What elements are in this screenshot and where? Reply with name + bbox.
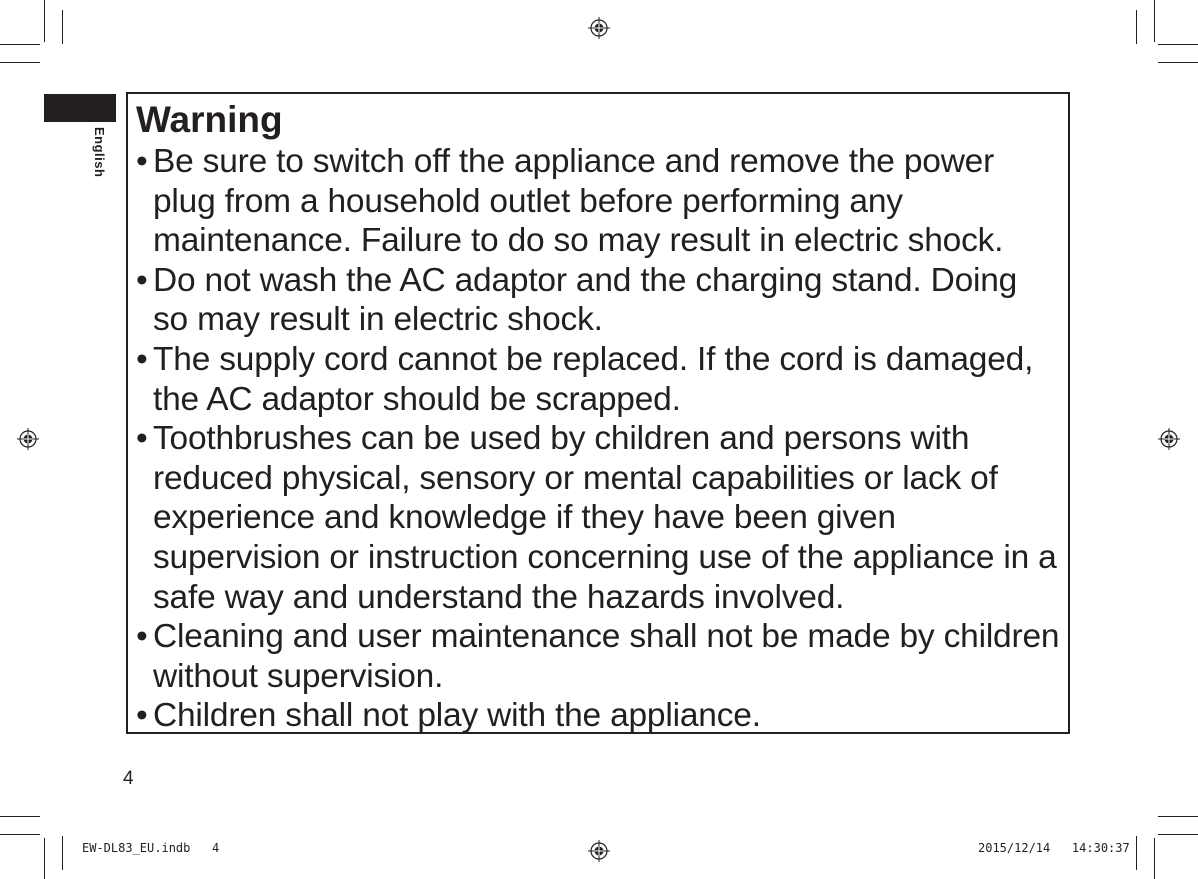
bullet: • [136, 340, 148, 378]
bullet: • [136, 618, 148, 656]
crop-mark [1158, 816, 1198, 817]
warning-item-text: Do not wash the AC adaptor and the charging stand. Doing so may result in electric shock. [153, 261, 1018, 339]
language-label: English [92, 127, 107, 178]
warning-box [126, 92, 1070, 734]
crop-mark [0, 62, 40, 63]
warning-item-text: Toothbrushes can be used by children and persons with reduced physical, sensory or mental capabilities or lack of experience and knowledge if they have been given supervision or instruction concerning use of the appliance in a safe way and understand the hazards involved. [153, 420, 1057, 616]
warning-item [136, 696, 1060, 736]
registration-mark-icon [1158, 428, 1180, 450]
crop-mark [62, 10, 63, 44]
warning-item-text: Be sure to switch off the appliance and remove the power plug from a household outlet before performing any maintenance. Failure to do so may result in electric shock. [153, 143, 1004, 260]
bullet: • [136, 420, 148, 458]
warning-item-text: The supply cord cannot be replaced. If the cord is damaged, the AC adaptor should be scrapped. [153, 340, 1034, 418]
crop-mark [44, 838, 45, 879]
crop-mark [62, 836, 63, 870]
warning-item [136, 261, 1060, 340]
language-tab [44, 94, 116, 122]
crop-mark [44, 0, 45, 42]
registration-mark-icon [17, 428, 39, 450]
crop-mark [0, 816, 40, 817]
warning-list [136, 142, 1060, 736]
bullet: • [136, 697, 148, 735]
crop-mark [1136, 836, 1137, 870]
warning-item [136, 142, 1060, 261]
crop-mark [0, 834, 40, 835]
crop-mark [1154, 0, 1155, 42]
bullet: • [136, 143, 148, 180]
crop-mark [1136, 10, 1137, 44]
registration-mark-icon [588, 17, 610, 39]
warning-item-text: Cleaning and user maintenance shall not be made by children without supervision. [153, 618, 1060, 695]
crop-mark [0, 44, 40, 45]
slug-timestamp: 2015/12/14 14:30:37 [978, 841, 1130, 855]
warning-item [136, 340, 1060, 419]
page-number: 4 [123, 768, 134, 789]
warning-item [136, 419, 1060, 617]
bullet: • [136, 261, 148, 299]
crop-mark [1158, 44, 1198, 45]
warning-item [136, 617, 1060, 696]
crop-mark [1158, 62, 1198, 63]
warning-item-text: Children shall not play with the appliance. [153, 697, 761, 735]
slug-file: EW-DL83_EU.indb 4 [82, 841, 220, 855]
registration-mark-icon [588, 840, 610, 862]
crop-mark [1154, 838, 1155, 879]
warning-title: Warning [136, 99, 283, 140]
crop-mark [1158, 834, 1198, 835]
